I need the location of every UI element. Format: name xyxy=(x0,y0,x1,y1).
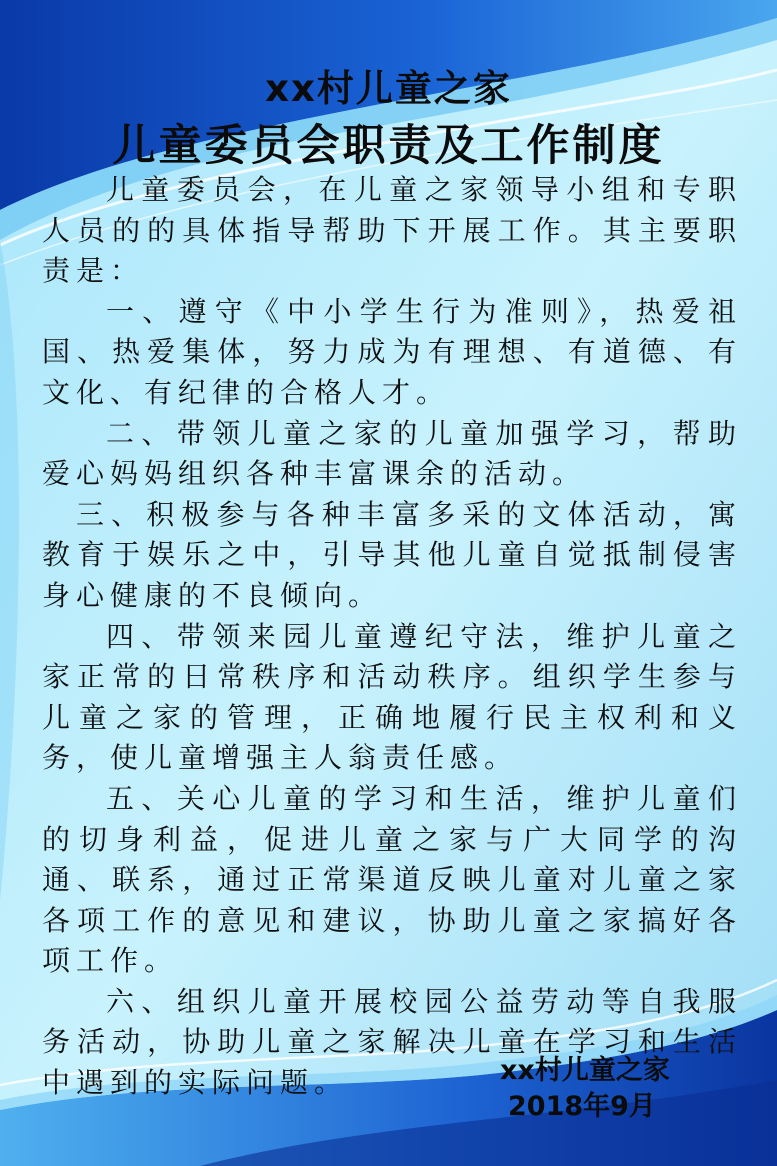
paragraph-item-6: 六、组织儿童开展校园公益劳动等自我服务活动，协助儿童之家解决儿童在学习和生活中遇到的实际问题。 xyxy=(42,984,742,1100)
signature-organization: xx村儿童之家 xyxy=(500,1055,670,1086)
paragraph-intro: 儿童委员会，在儿童之家领导小组和专职人员的的具体指导帮助下开展工作。其主要职责是： xyxy=(42,173,742,288)
paragraph-item-4: 四、带领来园儿童遵纪守法，维护儿童之家正常的日常秩序和活动秩序。组织学生参与儿童之家的管理，正确地履行民主权利和义务，使儿童增强主人翁责任感。 xyxy=(42,619,742,775)
paragraph-item-3: 三、积极参与各种丰富多采的文体活动，寓教育于娱乐之中，引导其他儿童自觉抵制侵害身心健康的不良倾向。 xyxy=(42,497,742,612)
paragraph-item-1: 一、遵守《中小学生行为准则》，热爱祖国、热爱集体，努力成为有理想、有道德、有文化、有纪律的合格人才。 xyxy=(42,294,742,409)
paragraph-item-2: 二、带领儿童之家的儿童加强学习，帮助爱心妈妈组织各种丰富课余的活动。 xyxy=(42,416,742,491)
notice-body xyxy=(42,170,742,1104)
paragraph-item-5: 五、关心儿童的学习和生活，维护儿童们的切身利益，促进儿童之家与广大同学的沟通、联系，通过正常渠道反映儿童对儿童之家各项工作的意见和建议，协助儿童之家搞好各项工作。 xyxy=(42,781,742,978)
page-subtitle: 儿童委员会职责及工作制度 xyxy=(112,121,665,171)
signature-date: 2018年9月 xyxy=(508,1091,656,1122)
page-title: xx村儿童之家 xyxy=(265,67,512,110)
